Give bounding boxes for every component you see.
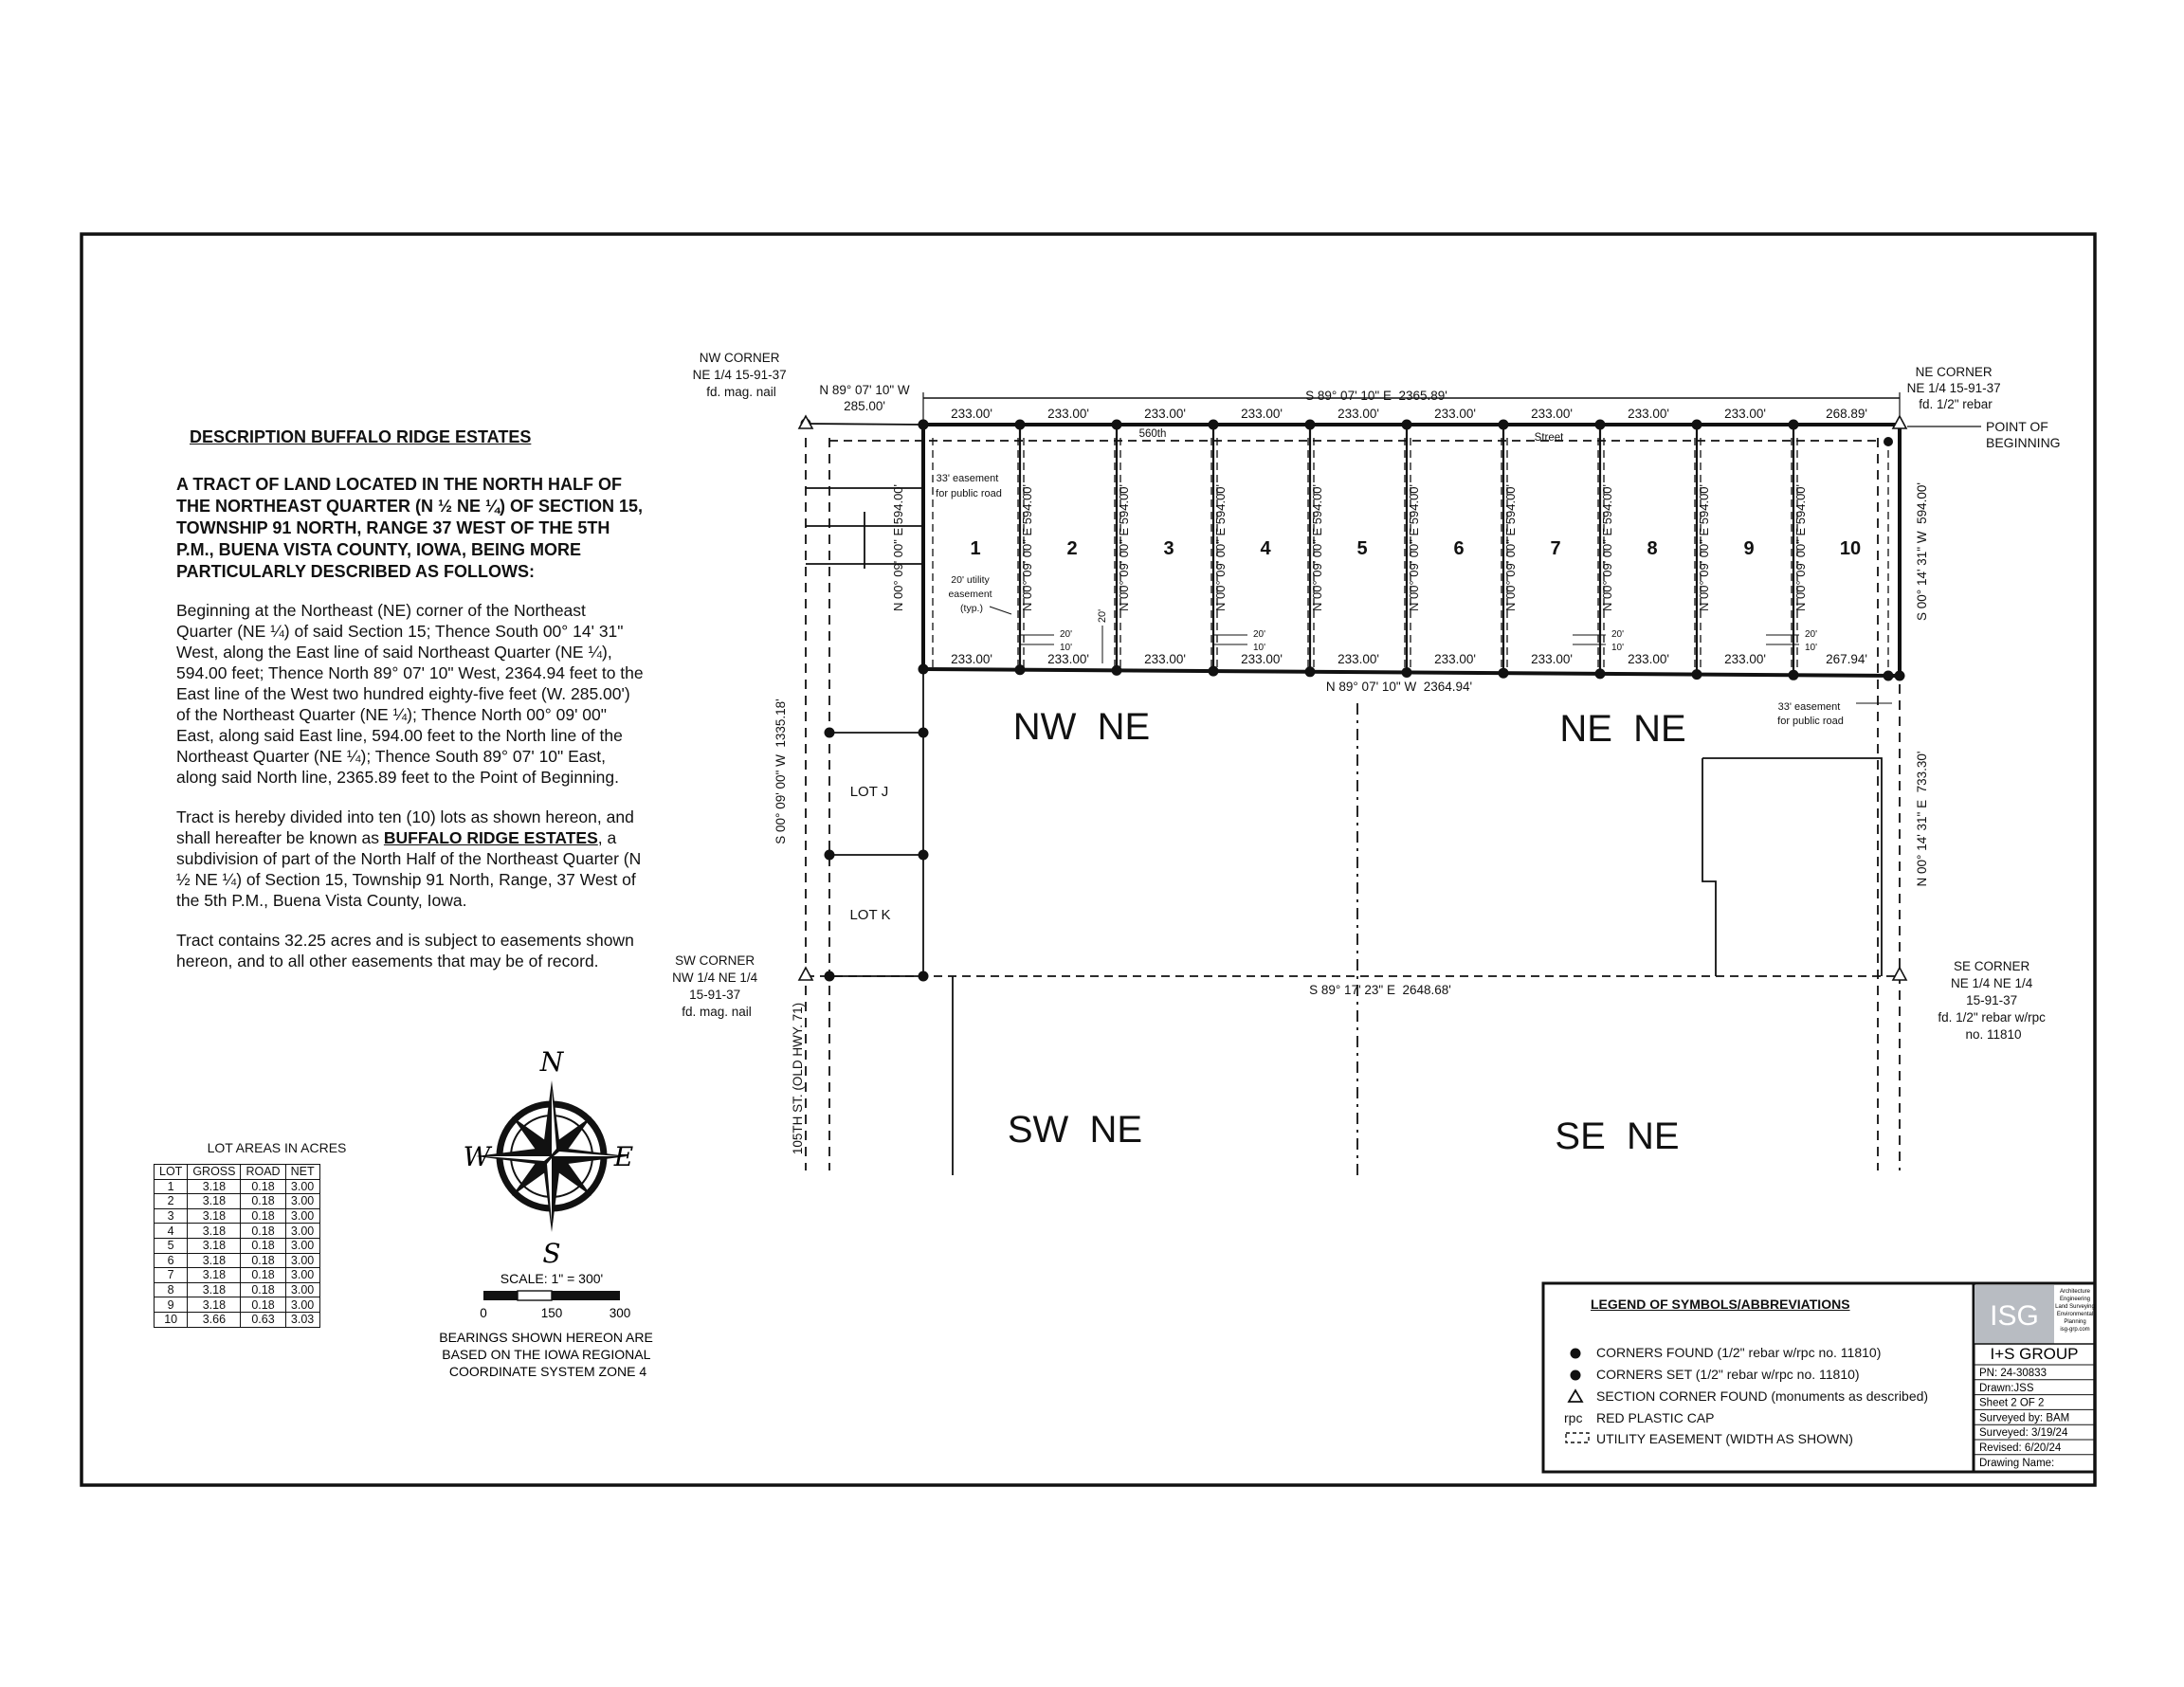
legend-item-set: CORNERS SET (1/2" rebar w/rpc no. 11810) (1596, 1367, 1860, 1382)
lot-line-bearing: N 00° 09' 00" E 594.00' (1213, 483, 1228, 612)
svg-text:33' easement for public (936, 473, 1002, 499)
se-corner-label: no. 11810 (1965, 1027, 2022, 1042)
bearings-note: COORDINATE SYSTEM ZONE 4 (448, 1364, 647, 1379)
lot-areas-cell: 0.18 (241, 1179, 285, 1194)
lot-areas-cell: 0.18 (241, 1268, 285, 1283)
lot-areas-cell: 3.18 (188, 1253, 241, 1268)
compass-e: E (613, 1141, 634, 1172)
lot-areas-row (155, 1238, 320, 1253)
corner-dot (1895, 671, 1905, 681)
nw-corner-label: fd. mag. nail (706, 385, 776, 399)
lot-number: 5 (1356, 538, 1368, 559)
legend-item-rpc: RED PLASTIC CAP (1596, 1410, 1715, 1425)
north-line-west (806, 424, 923, 425)
lot-frontage-north: 233.00' (1531, 407, 1573, 421)
firm-name: I+S GROUP (1990, 1345, 2079, 1363)
lot-j-label: LOT J (849, 784, 889, 800)
legend-item-easement: UTILITY EASEMENT (WIDTH AS SHOWN) (1596, 1431, 1853, 1446)
isg-service: Land Surveying (2055, 1304, 2095, 1310)
lot-frontage-north: 233.00' (1338, 407, 1379, 421)
lot-areas-cell: 0.18 (241, 1253, 285, 1268)
lot-line-bearing: N 00° 09' 00" E 594.00' (891, 483, 905, 612)
util-dim-20: 20' (1060, 629, 1073, 640)
lot-areas-cell: 3.00 (285, 1282, 319, 1297)
lot-areas-table (154, 1164, 320, 1328)
util-dim-10: 10' (1060, 643, 1073, 653)
lot-areas-cell: 8 (155, 1282, 188, 1297)
pob-label: BEGINNING (1986, 435, 2061, 450)
corner-dot (1499, 420, 1509, 430)
corner-dot (1112, 665, 1122, 676)
ne-corner-triangle (1893, 416, 1906, 428)
east-line-bearing: S 00° 14' 31" W 594.00' (1915, 482, 1929, 621)
lot-number: 7 (1550, 538, 1561, 559)
svg-text:NW CORNER NE 1/4 15-91-3 (693, 351, 791, 399)
lot-areas-cell: 0.18 (241, 1208, 285, 1224)
se-corner-label: fd. 1/2" rebar w/rpc (1938, 1010, 2046, 1025)
svg-text:33' easement for public (1777, 701, 1844, 727)
tb-row: Surveyed by: BAM (1979, 1412, 2070, 1424)
lot-number: 8 (1647, 538, 1658, 559)
lot-areas-row (155, 1224, 320, 1239)
corner-dot (825, 728, 835, 738)
north-line-bearing: S 89° 07' 10" E 2365.89' (1305, 389, 1447, 403)
legal-description (176, 426, 645, 990)
lot-areas-cell: 10 (155, 1312, 188, 1327)
scale-seg-1 (483, 1291, 518, 1300)
svg-text:NE CORNER NE 1/4 15-91-3 (1907, 365, 2005, 411)
lot-line-bearing: N 00° 09' 00" E 594.00' (1020, 483, 1034, 612)
quarter-label-ne-ne: NE NE (1559, 708, 1686, 750)
utility-easement-note: easement (948, 589, 992, 600)
lot-areas-cell: 3.00 (285, 1253, 319, 1268)
lot-areas-row (155, 1312, 320, 1327)
corner-dot (1692, 669, 1702, 680)
description-para-1: Beginning at the Northeast (NE) corner of the Northeast Quarter (NE ¼) of said Section 15; Thence South 00° 14' 31" West, along the East line of said Northeast Quarter (NE ¼), 594.00 feet; Thence North 89° 07' 10" West, 2364.94 feet to the East line of the West two hundred eighty-five feet (W. 285.00') of the Northeast Quarter (NE ¼); Thence North 00° 09' 00" East, along said East line, 594.00 feet to the North line of the Northeast Quarter (NE ¼); Thence South 89° 07' 10" East, along said North line, 2365.89 feet to the Point of Beginning. (176, 601, 644, 787)
corner-dot (919, 728, 929, 738)
lot-k-label: LOT K (849, 907, 891, 923)
lot-areas-cell: 3.18 (188, 1194, 241, 1209)
lot-frontage-south: 233.00' (1531, 652, 1573, 666)
corner-dot (919, 850, 929, 861)
isg-service: Planning (2064, 1319, 2086, 1325)
corner-dot (919, 971, 929, 982)
lot-line-bearing: N 00° 09' 00" E 594.00' (1793, 483, 1808, 612)
lot-areas-cell: 0.18 (241, 1194, 285, 1209)
description-para-3: Tract contains 32.25 acres and is subject to easements shown hereon, and to all other easements that may be of record. (176, 931, 634, 970)
lot-areas-title: LOT AREAS IN ACRES (207, 1140, 347, 1155)
corner-dot (825, 971, 835, 982)
lot-areas-header: LOT (155, 1165, 188, 1180)
corner-dot (1595, 668, 1606, 679)
street-label-street: Street (1534, 432, 1564, 444)
scale-seg-3 (552, 1291, 620, 1300)
lot-areas-cell: 3.00 (285, 1208, 319, 1224)
isg-service: Engineering (2059, 1297, 2091, 1302)
legend-rpc-abbrev: rpc (1564, 1410, 1583, 1425)
corner-dot (1305, 420, 1316, 430)
svg-text:BEARINGS SHOWN HEREON ARE (439, 1330, 656, 1379)
tb-row: Sheet 2 OF 2 (1979, 1397, 2045, 1409)
corner-dot (1209, 666, 1219, 677)
plat-drawing (672, 351, 2060, 1175)
util-dim-20: 20' (1805, 629, 1818, 640)
lot-areas-cell: 3.18 (188, 1208, 241, 1224)
lot-areas-cell: 3.00 (285, 1224, 319, 1239)
se-corner-label: NE 1/4 NE 1/4 (1950, 976, 2033, 990)
lot-areas-cell: 3.18 (188, 1268, 241, 1283)
corner-dot (1595, 420, 1606, 430)
compass-w: W (463, 1141, 491, 1172)
existing-line-a (1702, 758, 1882, 976)
lot-areas-cell: 2 (155, 1194, 188, 1209)
description-title: DESCRIPTION BUFFALO RIDGE ESTATES (190, 427, 532, 446)
isg-logo: ISG (1990, 1300, 2039, 1332)
isg-service: Environmental (2056, 1312, 2094, 1317)
lot-frontage-south: 267.94' (1826, 652, 1867, 666)
lot-frontage-south: 233.00' (1241, 652, 1283, 666)
isg-service: isg-grp.com (2060, 1327, 2090, 1333)
lot-frontage-north: 233.00' (951, 407, 992, 421)
lot-line-bearing: N 00° 09' 00" E 594.00' (1310, 483, 1324, 612)
lot-line-bearing: N 00° 09' 00" E 594.00' (1697, 483, 1711, 612)
top-west-distance: 285.00' (844, 399, 885, 413)
lot-number: 2 (1066, 538, 1078, 559)
lot-frontage-north: 233.00' (1628, 407, 1669, 421)
svg-text:20' utility easement (948, 574, 994, 614)
scale-seg-2 (518, 1291, 552, 1300)
legend-item-found: CORNERS FOUND (1/2" rebar w/rpc no. 11810) (1596, 1345, 1882, 1360)
corner-dot (1015, 664, 1026, 675)
lot-areas-cell: 3.00 (285, 1238, 319, 1253)
lot-areas-cell: 3.00 (285, 1179, 319, 1194)
description-heading: A TRACT OF LAND LOCATED IN THE NORTH HALF OF THE NORTHEAST QUARTER (N ½ NE ¼) OF SECTION 15, TOWNSHIP 91 NORTH, RANGE 37 WEST OF THE 5TH P.M., BUENA VISTA COUNTY, IOWA, BEING MORE PARTICULARLY DESCRIBED AS FOLLOWS: (176, 475, 644, 581)
lot-number: 4 (1260, 538, 1271, 559)
lot-line-bearing: N 00° 09' 00" E 594.00' (1407, 483, 1421, 612)
corner-dot (919, 664, 929, 675)
lot-line-bearing: N 00° 09' 00" E 594.00' (1600, 483, 1614, 612)
lot-frontage-south: 233.00' (1144, 652, 1186, 666)
isg-service: Architecture (2059, 1289, 2091, 1295)
corner-dot (1112, 420, 1122, 430)
west-long-bearing: S 00° 09' 00" W 1335.18' (774, 698, 788, 844)
lot-areas-header: NET (285, 1165, 319, 1180)
lot-frontage-north: 233.00' (1241, 407, 1283, 421)
legend-dot-set (1571, 1370, 1581, 1381)
lot-number: 3 (1163, 538, 1174, 559)
corner-dot (1402, 667, 1412, 678)
legend-easement-box (1566, 1433, 1589, 1442)
lot-areas-cell: 0.18 (241, 1224, 285, 1239)
lot-areas-row (155, 1194, 320, 1209)
sw-corner-label: SW CORNER (675, 953, 755, 968)
lot-frontage-south: 233.00' (1724, 652, 1766, 666)
quarter-label-sw-ne: SW NE (1007, 1109, 1143, 1151)
lot-areas-cell: 3.18 (188, 1282, 241, 1297)
lot-areas-header: GROSS (188, 1165, 241, 1180)
svg-text:SE CORNER NE 1/4 NE 1/4 (1938, 959, 2048, 1042)
compass-n: N (539, 1046, 564, 1078)
road-easement-note: 33' easement (936, 473, 999, 484)
subdivision-name: BUFFALO RIDGE ESTATES (383, 828, 598, 847)
corner-dot (1692, 420, 1702, 430)
corner-dot (1884, 437, 1893, 446)
corner-dot (1789, 670, 1799, 680)
ne-corner-label: NE CORNER (1915, 365, 1993, 379)
lot-number: 10 (1839, 538, 1862, 559)
scale-tick-150: 150 (540, 1306, 563, 1320)
pob-label: POINT OF (1986, 419, 2048, 434)
se-corner-triangle (1893, 968, 1906, 980)
util-dim-20: 20' (1611, 629, 1625, 640)
legend-title: LEGEND OF SYMBOLS/ABBREVIATIONS (1591, 1297, 1850, 1312)
lot-areas-row (155, 1297, 320, 1313)
lot-line-bearing: N 00° 09' 00" E 594.00' (1117, 483, 1131, 612)
road-easement-note: for public road (936, 488, 1002, 499)
se-corner-label: 15-91-37 (1966, 993, 2018, 1007)
sw-corner-label: fd. mag. nail (682, 1005, 752, 1019)
lot-areas-cell: 3.66 (188, 1312, 241, 1327)
nw-corner-label: NW CORNER (699, 351, 780, 365)
road-easement-note: 33' easement (1777, 701, 1841, 713)
lot-frontage-north: 233.00' (1434, 407, 1476, 421)
se-corner-label: SE CORNER (1953, 959, 2030, 973)
bearings-note: BEARINGS SHOWN HEREON ARE (439, 1330, 653, 1345)
corner-dot (1884, 671, 1894, 681)
scale-label: SCALE: 1" = 300' (500, 1271, 604, 1286)
lot-frontage-south: 233.00' (1628, 652, 1669, 666)
corner-dot (1209, 420, 1219, 430)
lot-areas-cell: 3.18 (188, 1179, 241, 1194)
para2-text-a: Tract is hereby divided into ten (10) lots as shown hereon, and shall hereafter be known as (176, 807, 634, 847)
corner-dot (1305, 666, 1316, 677)
lot-frontage-south: 233.00' (1434, 652, 1476, 666)
svg-text:POINT OF BEGINNING (1986, 419, 2061, 450)
lot-areas-cell: 0.18 (241, 1238, 285, 1253)
tb-row: Revised: 6/20/24 (1979, 1442, 2062, 1454)
lot-areas-row (155, 1179, 320, 1194)
lot-areas-row (155, 1282, 320, 1297)
lot-areas-cell: 0.63 (241, 1312, 285, 1327)
lot-areas-cell: 3.18 (188, 1224, 241, 1239)
bearings-note: BASED ON THE IOWA REGIONAL (442, 1347, 650, 1362)
corner-dot (825, 850, 835, 861)
lot-line-bearing: N 00° 09' 00" E 594.00' (1503, 483, 1518, 612)
quarter-label-se-ne: SE NE (1555, 1116, 1680, 1157)
lot-number: 9 (1743, 538, 1755, 559)
nw-corner-label: NE 1/4 15-91-37 (692, 368, 787, 382)
compass-s: S (542, 1238, 561, 1269)
sw-corner-label: 15-91-37 (689, 988, 741, 1002)
lot-frontage-south: 233.00' (1047, 652, 1089, 666)
scale-tick-300: 300 (609, 1306, 631, 1320)
util-dim-20: 20' (1253, 629, 1266, 640)
lot-areas-header: ROAD (241, 1165, 285, 1180)
street-label-560th: 560th (1138, 428, 1167, 440)
lot-areas-cell: 7 (155, 1268, 188, 1283)
legend-dot-found (1571, 1349, 1581, 1359)
lot-number: 6 (1453, 538, 1465, 559)
title-block (1974, 1283, 2095, 1472)
quarter-label-nw-ne: NW NE (1012, 706, 1151, 748)
corner-dot (1789, 420, 1799, 430)
north-arrow (464, 1046, 634, 1269)
lot-frontage-north: 268.89' (1826, 407, 1867, 421)
tb-row: Surveyed: 3/19/24 (1979, 1427, 2068, 1440)
road-easement-note: for public road (1777, 716, 1844, 727)
lot-areas-row (155, 1208, 320, 1224)
description-para-2 (176, 807, 645, 911)
lot-frontage-north: 233.00' (1144, 407, 1186, 421)
lot-areas-cell: 0.18 (241, 1282, 285, 1297)
tb-row: PN: 24-30833 (1979, 1368, 2047, 1379)
tb-row: Drawing Name: (1979, 1457, 2055, 1469)
scale-tick-0: 0 (480, 1306, 487, 1320)
legend-triangle (1569, 1390, 1582, 1402)
legend-item-section-corner: SECTION CORNER FOUND (monuments as described) (1596, 1388, 1929, 1404)
existing-line-b (1702, 758, 1716, 976)
lot-areas-cell: 3.00 (285, 1194, 319, 1209)
utility-easement-note: (typ.) (960, 603, 983, 614)
ne-corner-label: NE 1/4 15-91-37 (1906, 381, 2001, 395)
lot-areas-row (155, 1268, 320, 1283)
util-dim-10: 10' (1611, 643, 1625, 653)
lot-areas-cell: 9 (155, 1297, 188, 1313)
lot-areas-cell: 3.00 (285, 1268, 319, 1283)
corner-dot (1499, 668, 1509, 679)
lot-areas-row (155, 1253, 320, 1268)
lot-frontage-south: 233.00' (951, 652, 992, 666)
util-dim-10: 10' (1253, 643, 1266, 653)
east-lower-bearing: N 00° 14' 31" E 733.30' (1915, 751, 1929, 887)
util-width-label: 20' (1097, 608, 1108, 624)
south-line-bearing: N 89° 07' 10" W 2364.94' (1325, 680, 1473, 694)
lot-areas-cell: 3 (155, 1208, 188, 1224)
sw-corner-triangle (799, 968, 812, 980)
sw-corner-label: NW 1/4 NE 1/4 (672, 970, 758, 985)
lot-areas-cell: 3.18 (188, 1238, 241, 1253)
lot-frontage-north: 233.00' (1047, 407, 1089, 421)
half-line-bearing: S 89° 17' 23" E 2648.68' (1309, 983, 1451, 997)
lot-frontage-north: 233.00' (1724, 407, 1766, 421)
corner-dot (1015, 420, 1026, 430)
ne-corner-label: fd. 1/2" rebar (1919, 397, 1993, 411)
road-label: 105TH ST. (OLD HWY. 71) (791, 1002, 805, 1155)
corner-dot (1402, 420, 1412, 430)
lot-areas-cell: 4 (155, 1224, 188, 1239)
svg-text:SW CORNER NW 1/4 NE 1/4 (672, 953, 761, 1019)
lot-areas-cell: 3.03 (285, 1312, 319, 1327)
util-dim-10: 10' (1805, 643, 1818, 653)
utility-easement-leader (990, 607, 1011, 614)
tb-row: Drawn:JSS (1979, 1382, 2034, 1394)
para2-text-c: , a subdivision of part of the North Half of the Northeast Quarter (N ½ NE ¼) of Section 15, Township 91 North, Range, 37 West of the 5th P.M., Buena Vista County, Iowa. (176, 828, 642, 910)
scale-bar (439, 1271, 656, 1379)
lot-areas-cell: 3.00 (285, 1297, 319, 1313)
lot-areas-cell: 3.18 (188, 1297, 241, 1313)
lot-number: 1 (970, 538, 981, 559)
top-west-bearing: N 89° 07' 10" W (819, 383, 910, 397)
lot-areas-cell: 6 (155, 1253, 188, 1268)
lot-areas-cell: 5 (155, 1238, 188, 1253)
utility-easement-note: 20' utility (951, 574, 990, 586)
lot-frontage-south: 233.00' (1338, 652, 1379, 666)
lot-areas-cell: 0.18 (241, 1297, 285, 1313)
lot-areas-cell: 1 (155, 1179, 188, 1194)
